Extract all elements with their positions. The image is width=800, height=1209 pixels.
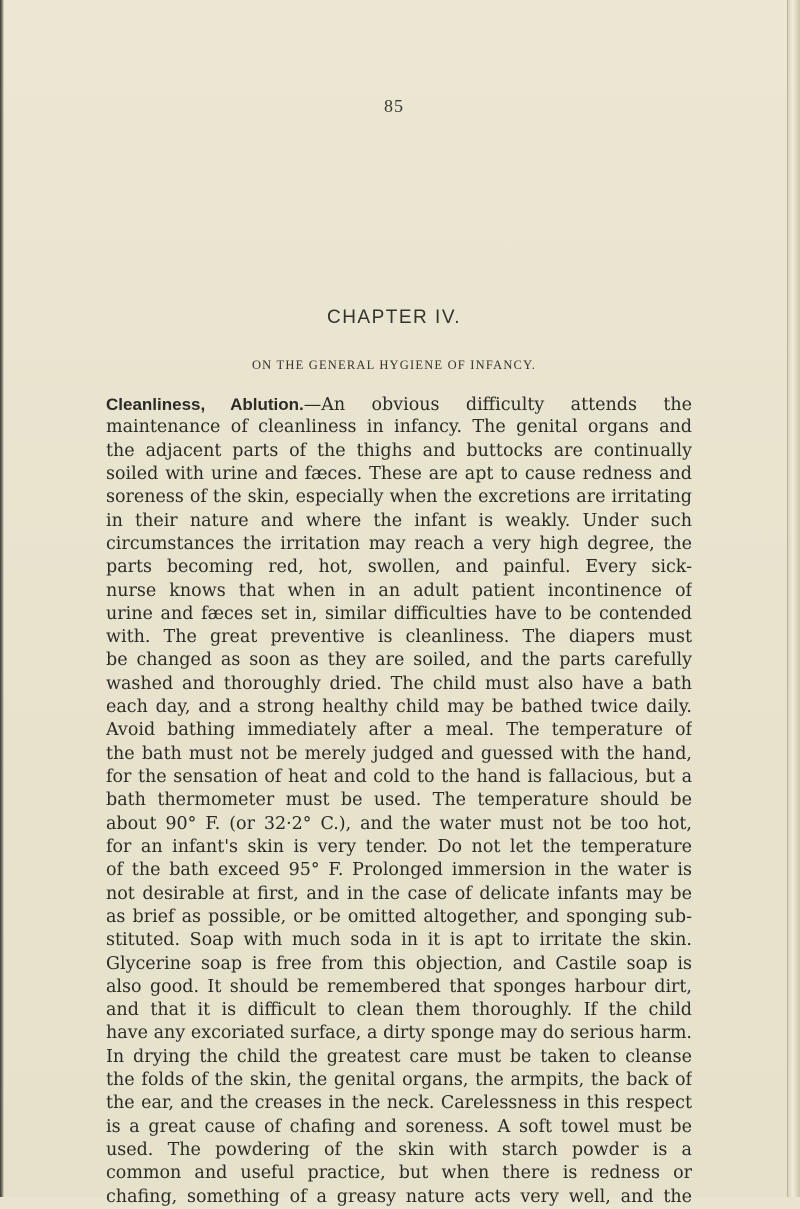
paragraph-line: urine and fæces set in, similar difficulties have to be contended [106, 603, 692, 624]
paragraph-line: be changed as soon as they are soiled, and the parts carefully [106, 650, 692, 671]
paragraph-line: for an infant's skin is very tender. Do not let the temperature [106, 836, 692, 857]
paragraph-lead-heading: Cleanliness, Ablution. [106, 395, 304, 414]
chapter-subtitle: ON THE GENERAL HYGIENE OF INFANCY. [251, 358, 537, 372]
paragraph-line: bath thermometer must be used. The temperature should be [106, 790, 692, 811]
paragraph-line: the ear, and the creases in the neck. Carelessness in this respect [106, 1093, 692, 1114]
paragraph-line [106, 393, 692, 416]
paragraph-line: in their nature and where the infant is weakly. Under such [106, 510, 692, 531]
paragraph-line: nurse knows that when in an adult patient incontinence of [106, 580, 692, 601]
paragraph-line: is a great cause of chafing and soreness. A soft towel must be [106, 1116, 692, 1137]
paragraph-line: the bath must not be merely judged and guessed with the hand, [106, 743, 692, 764]
paragraph-line: of the bath exceed 95° F. Prolonged immersion in the water is [106, 860, 692, 881]
page-binding-shadow [0, 0, 4, 1197]
paragraph-line: and that it is difficult to clean them thoroughly. If the child [106, 1000, 692, 1021]
paragraph-line: soreness of the skin, especially when the excretions are irritating [106, 487, 692, 508]
paragraph-line: not desirable at first, and in the case of delicate infants may be [106, 883, 692, 904]
page-number: 85 [384, 96, 404, 116]
page-edge [787, 0, 800, 1197]
paragraph-line: stituted. Soap with much soda in it is apt to irritate the skin. [106, 930, 692, 951]
paragraph-line: Glycerine soap is free from this objection, and Castile soap is [106, 953, 692, 974]
chapter-title: CHAPTER IV. [326, 307, 462, 328]
paragraph-line: the folds of the skin, the genital organs, the armpits, the back of [106, 1070, 692, 1091]
paragraph-line: about 90° F. (or 32·2° C.), and the water must not be too hot, [106, 813, 692, 834]
paragraph-line: also good. It should be remembered that sponges harbour dirt, [106, 976, 692, 997]
paragraph-line: with. The great preventive is cleanliness. The diapers must [106, 627, 692, 648]
paragraph-line: used. The powdering of the skin with starch powder is a [106, 1140, 692, 1160]
paragraph-line: parts becoming red, hot, swollen, and painful. Every sick- [106, 557, 692, 578]
paragraph-line: the adjacent parts of the thighs and buttocks are continually [106, 440, 692, 461]
paragraph-line: have any excoriated surface, a dirty sponge may do serious harm. [106, 1023, 692, 1044]
paragraph-line: soiled with urine and fæces. These are apt to cause redness and [106, 463, 692, 484]
paragraph-line-text: —An obvious difficulty attends the [303, 395, 692, 415]
paragraph-line: maintenance of cleanliness in infancy. The genital organs and [106, 417, 692, 438]
paragraph-line: In drying the child the greatest care must be taken to cleanse [106, 1046, 692, 1067]
paragraph-line: washed and thoroughly dried. The child must also have a bath [106, 673, 692, 694]
paragraph-line: as brief as possible, or be omitted altogether, and sponging sub- [106, 906, 692, 927]
body-paragraph [106, 393, 692, 1209]
paragraph-line: circumstances the irritation may reach a very high degree, the [106, 533, 692, 554]
paragraph-line: Avoid bathing immediately after a meal. The temperature of [106, 720, 692, 741]
paragraph-line: chafing, something of a greasy nature acts very well, and the [106, 1186, 692, 1207]
paragraph-line: each day, and a strong healthy child may be bathed twice daily. [106, 697, 692, 718]
paragraph-line: common and useful practice, but when there is redness or [106, 1163, 692, 1184]
paragraph-line: for the sensation of heat and cold to the hand is fallacious, but a [106, 767, 692, 787]
